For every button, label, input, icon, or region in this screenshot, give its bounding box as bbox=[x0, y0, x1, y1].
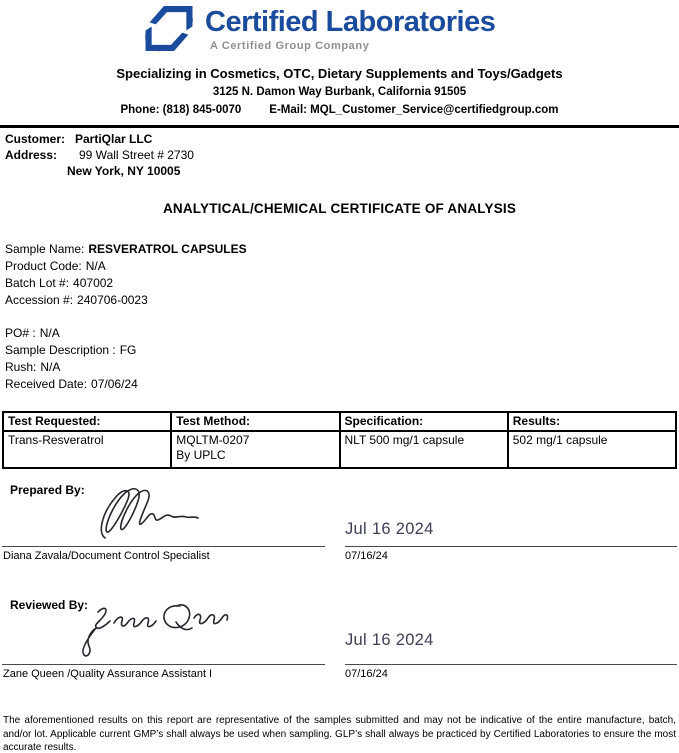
header-email: E-Mail: MQL_Customer_Service@certifiedgroup.com bbox=[269, 104, 559, 116]
accession-value: 240706-0023 bbox=[77, 293, 148, 307]
customer-address-label: Address: bbox=[5, 148, 58, 162]
cell-method-line2: By UPLC bbox=[176, 448, 226, 462]
header-divider bbox=[0, 125, 679, 128]
cell-results: 502 mg/1 capsule bbox=[508, 431, 676, 468]
customer-name: PartiQlar LLC bbox=[75, 132, 153, 146]
product-code-value: N/A bbox=[85, 259, 106, 273]
brand-tagline: A Certified Group Company bbox=[210, 40, 370, 52]
header-phone: Phone: (818) 845-0070 bbox=[120, 104, 242, 116]
results-table-row bbox=[3, 431, 676, 468]
prepared-signature-icon bbox=[95, 486, 205, 541]
header-specialization: Specializing in Cosmetics, OTC, Dietary Supplements and Toys/Gadgets bbox=[116, 66, 563, 81]
reviewed-signer-name: Zane Queen /Quality Assurance Assistant I bbox=[3, 668, 213, 680]
prepared-signature-line bbox=[2, 546, 325, 547]
rush-line bbox=[5, 360, 60, 374]
sample-name-line bbox=[5, 242, 247, 256]
reviewed-by-label: Reviewed By: bbox=[10, 598, 89, 612]
batch-lot-value: 407002 bbox=[73, 276, 114, 290]
sample-description-line bbox=[5, 343, 136, 357]
prepared-date-text: 07/16/24 bbox=[345, 550, 388, 562]
accession-label: Accession #: bbox=[5, 293, 74, 307]
accession-line bbox=[5, 293, 148, 307]
cell-method bbox=[171, 431, 339, 468]
po-value: N/A bbox=[39, 326, 60, 340]
customer-label: Customer: bbox=[5, 132, 66, 146]
batch-lot-line bbox=[5, 276, 113, 290]
prepared-date-stamp: Jul 16 2024 bbox=[345, 520, 434, 538]
reviewed-signature-line bbox=[2, 664, 325, 665]
received-date-label: Received Date: bbox=[5, 377, 88, 391]
reviewed-signature-icon bbox=[72, 598, 232, 660]
sample-name-label: Sample Name: bbox=[5, 242, 85, 256]
col-test-requested: Test Requested: bbox=[3, 412, 171, 431]
sample-name-value: RESVERATROL CAPSULES bbox=[88, 242, 247, 256]
po-line bbox=[5, 326, 60, 340]
customer-address-line1: 99 Wall Street # 2730 bbox=[79, 148, 194, 162]
po-label: PO# : bbox=[5, 326, 36, 340]
prepared-signer-name: Diana Zavala/Document Control Specialist bbox=[3, 550, 210, 562]
reviewed-date-line bbox=[345, 664, 677, 665]
footer-disclaimer: The aforementioned results on this report are representative of the samples submitted and may not be indicative of the entire manufacture, batch, and/or lot. Applicable current GMP’s shall always be used when sampling. GLP’s shall always be practiced by Certified Laboratories to ensure the most accurate results. bbox=[3, 715, 676, 753]
cell-method-line1: MQLTM-0207 bbox=[176, 433, 250, 447]
reviewed-date-text: 07/16/24 bbox=[345, 668, 388, 680]
cell-test: Trans-Resveratrol bbox=[3, 431, 171, 468]
batch-lot-label: Batch Lot #: bbox=[5, 276, 70, 290]
product-code-line bbox=[5, 259, 106, 273]
reviewed-date-stamp: Jul 16 2024 bbox=[345, 631, 434, 649]
rush-label: Rush: bbox=[5, 360, 37, 374]
prepared-by-label: Prepared By: bbox=[10, 483, 85, 497]
brand-name: Certified Laboratories bbox=[205, 6, 496, 38]
col-specification: Specification: bbox=[340, 412, 508, 431]
sample-description-value: FG bbox=[119, 343, 137, 357]
results-table bbox=[2, 411, 677, 469]
sample-description-label: Sample Description : bbox=[5, 343, 116, 357]
document-title: ANALYTICAL/CHEMICAL CERTIFICATE OF ANALYSIS bbox=[162, 201, 517, 216]
received-date-line bbox=[5, 377, 138, 391]
product-code-label: Product Code: bbox=[5, 259, 82, 273]
col-test-method: Test Method: bbox=[171, 412, 339, 431]
certified-group-logo-icon bbox=[138, 3, 200, 54]
rush-value: N/A bbox=[40, 360, 61, 374]
results-table-header-row bbox=[3, 412, 676, 431]
header-street-address: 3125 N. Damon Way Burbank, California 91505 bbox=[212, 86, 467, 98]
customer-address-line2: New York, NY 10005 bbox=[67, 164, 181, 178]
received-date-value: 07/06/24 bbox=[91, 377, 138, 391]
prepared-date-line bbox=[345, 546, 677, 547]
header-contact-line bbox=[0, 104, 679, 116]
col-results: Results: bbox=[508, 412, 676, 431]
cell-specification: NLT 500 mg/1 capsule bbox=[340, 431, 508, 468]
